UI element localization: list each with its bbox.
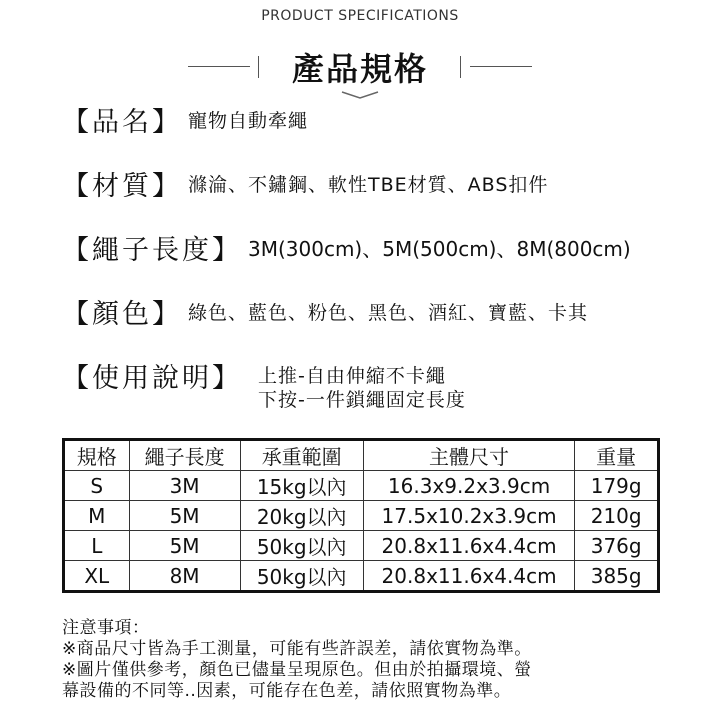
spec-row-usage xyxy=(62,356,242,396)
column-header: 繩子長度 xyxy=(129,440,240,471)
table-cell: 17.5x10.2x3.9cm xyxy=(363,501,575,531)
spec-label: 【品名】 xyxy=(62,107,182,138)
title-tick-right xyxy=(460,56,461,78)
usage-line: 下按-一件鎖繩固定長度 xyxy=(258,389,466,411)
spec-value: 綠色、藍色、粉色、黑色、酒紅、寶藍、卡其 xyxy=(188,302,589,324)
usage-label: 【使用說明】 xyxy=(62,363,242,394)
chevron-down-icon xyxy=(340,90,380,100)
notes-line: ※圖片僅供參考，顏色已儘量呈現原色。但由於拍攝環境、螢 xyxy=(62,660,532,680)
notes-line: 幕設備的不同等..因素，可能存在色差，請依照實物為準。 xyxy=(62,681,512,701)
table-cell: 8M xyxy=(129,561,240,592)
table-row xyxy=(64,501,659,531)
table-cell: M xyxy=(64,501,130,531)
usage-text xyxy=(258,364,466,412)
usage-line: 上推-自由伸縮不卡繩 xyxy=(258,365,446,387)
column-header: 規格 xyxy=(64,440,130,471)
table-cell: 50kg以內 xyxy=(240,531,363,561)
column-header: 承重範圍 xyxy=(240,440,363,471)
spec-label: 【繩子長度】 xyxy=(62,235,242,266)
notes-title: 注意事項： xyxy=(62,618,150,638)
table-row xyxy=(64,561,659,592)
spec-row-name xyxy=(62,100,308,140)
table-cell: 385g xyxy=(575,561,659,592)
spec-table xyxy=(62,438,660,593)
column-header: 重量 xyxy=(575,440,659,471)
table-row xyxy=(64,531,659,561)
table-cell: 15kg以內 xyxy=(240,471,363,501)
spec-value: 3M(300cm)、5M(500cm)、8M(800cm) xyxy=(248,237,631,261)
spec-value: 滌淪、不鏽鋼、軟性TBE材質、ABS扣件 xyxy=(188,174,549,196)
spec-label: 【顏色】 xyxy=(62,299,182,330)
table-cell: 5M xyxy=(129,531,240,561)
table-cell: XL xyxy=(64,561,130,592)
table-header-row xyxy=(64,440,659,471)
page-title: 產品規格 xyxy=(291,50,428,88)
table-cell: 20.8x11.6x4.4cm xyxy=(363,561,575,592)
notes-block xyxy=(62,618,532,702)
notes-line: ※商品尺寸皆為手工測量，可能有些許誤差，請依實物為準。 xyxy=(62,639,532,659)
table-cell: 376g xyxy=(575,531,659,561)
table-cell: 16.3x9.2x3.9cm xyxy=(363,471,575,501)
table-cell: 210g xyxy=(575,501,659,531)
table-cell: 50kg以內 xyxy=(240,561,363,592)
table-cell: 20kg以內 xyxy=(240,501,363,531)
spec-row-material xyxy=(62,164,548,204)
title-divider-right xyxy=(470,66,532,67)
table-cell: 5M xyxy=(129,501,240,531)
column-header: 主體尺寸 xyxy=(363,440,575,471)
spec-row-length xyxy=(62,228,631,268)
page-subtitle: PRODUCT SPECIFICATIONS xyxy=(261,8,459,24)
table-cell: 179g xyxy=(575,471,659,501)
table-cell: 3M xyxy=(129,471,240,501)
spec-value: 寵物自動牽繩 xyxy=(188,110,309,132)
table-row xyxy=(64,471,659,501)
spec-row-color xyxy=(62,292,588,332)
table-cell: L xyxy=(64,531,130,561)
title-block xyxy=(0,40,720,96)
spec-label: 【材質】 xyxy=(62,171,182,202)
table-cell: S xyxy=(64,471,130,501)
table-cell: 20.8x11.6x4.4cm xyxy=(363,531,575,561)
